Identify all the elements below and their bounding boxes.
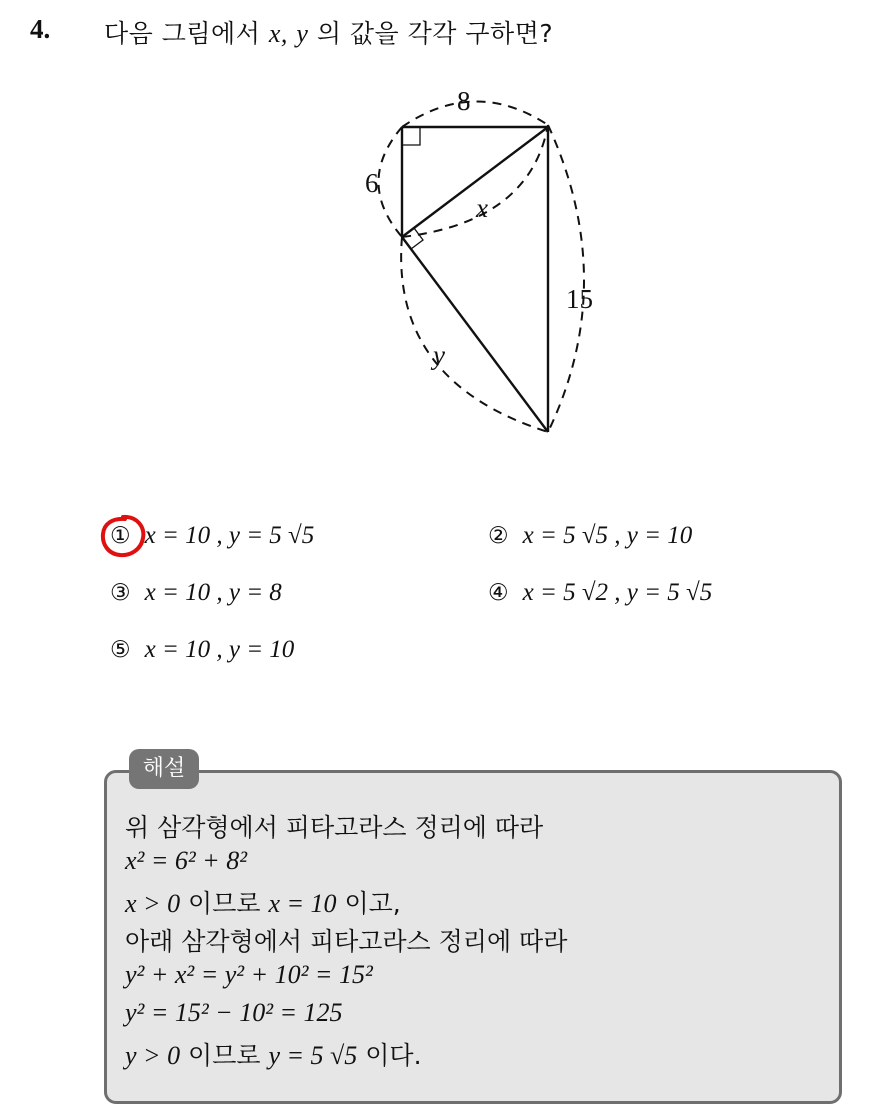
explanation-line-7-text1: 이므로 — [188, 1041, 261, 1070]
label-top-8: 8 — [457, 86, 471, 116]
geometry-figure — [330, 82, 610, 442]
choice-3-number: ③ — [110, 580, 131, 606]
choice-2-number: ② — [488, 523, 509, 549]
explanation-line-3-math1: x > 0 — [125, 889, 181, 918]
question-number: 4. — [30, 14, 51, 44]
choice-5[interactable] — [110, 636, 294, 664]
choice-3-expression: x = 10 , y = 8 — [144, 579, 282, 606]
explanation-line-2: x² = 6² + 8² — [125, 846, 248, 875]
explanation-line-5: y² + x² = y² + 10² = 15² — [125, 960, 373, 989]
question-text-part1: 다음 그림에서 — [104, 19, 261, 48]
segment-diagonal — [402, 127, 548, 237]
choice-3[interactable] — [110, 579, 282, 607]
choice-1-number: ① — [110, 523, 131, 549]
dashed-arc-right — [548, 125, 584, 432]
choice-1-expression: x = 10 , y = 5 √5 — [144, 522, 315, 549]
question-var-x: x, — [268, 19, 288, 48]
explanation-line-6: y² = 15² − 10² = 125 — [125, 998, 343, 1027]
segment-lower — [402, 237, 548, 432]
choice-5-expression: x = 10 , y = 10 — [144, 636, 295, 663]
explanation-line-7-text2: 이다. — [365, 1041, 422, 1070]
dashed-arc-top — [402, 101, 548, 127]
explanation-line-3 — [125, 884, 401, 920]
label-left-6: 6 — [365, 168, 379, 198]
choice-1[interactable] — [110, 522, 314, 550]
choice-5-number: ⑤ — [110, 637, 131, 663]
right-angle-marker-middle — [411, 228, 423, 249]
choice-4[interactable] — [488, 579, 712, 607]
explanation-line-4: 아래 삼각형에서 피타고라스 정리에 따라 — [125, 927, 568, 956]
dashed-arc-left — [379, 127, 403, 237]
explanation-line-3-text1: 이므로 — [188, 889, 261, 918]
label-lower-y: y — [433, 340, 445, 370]
explanation-line-1: 위 삼각형에서 피타고라스 정리에 따라 — [125, 813, 544, 842]
question-text — [104, 14, 553, 50]
choice-2-expression: x = 5 √5 , y = 10 — [522, 522, 693, 549]
explanation-line-7-math1: y > 0 — [125, 1041, 181, 1070]
label-inner-x: x — [476, 193, 488, 223]
explanation-line-3-text2: 이고, — [344, 889, 401, 918]
choice-2[interactable] — [488, 522, 692, 550]
choice-4-expression: x = 5 √2 , y = 5 √5 — [522, 579, 713, 606]
question-var-y: y — [296, 19, 309, 48]
choice-4-number: ④ — [488, 580, 509, 606]
label-right-15: 15 — [566, 284, 593, 314]
explanation-tab: 해설 — [129, 749, 199, 789]
explanation-line-3-math2: x = 10 — [268, 889, 337, 918]
explanation-line-7-math2: y = 5 √5 — [268, 1041, 358, 1070]
explanation-line-7 — [125, 1036, 422, 1072]
right-angle-marker-top — [402, 127, 420, 145]
question-text-part2: 의 값을 각각 구하면? — [316, 19, 554, 48]
